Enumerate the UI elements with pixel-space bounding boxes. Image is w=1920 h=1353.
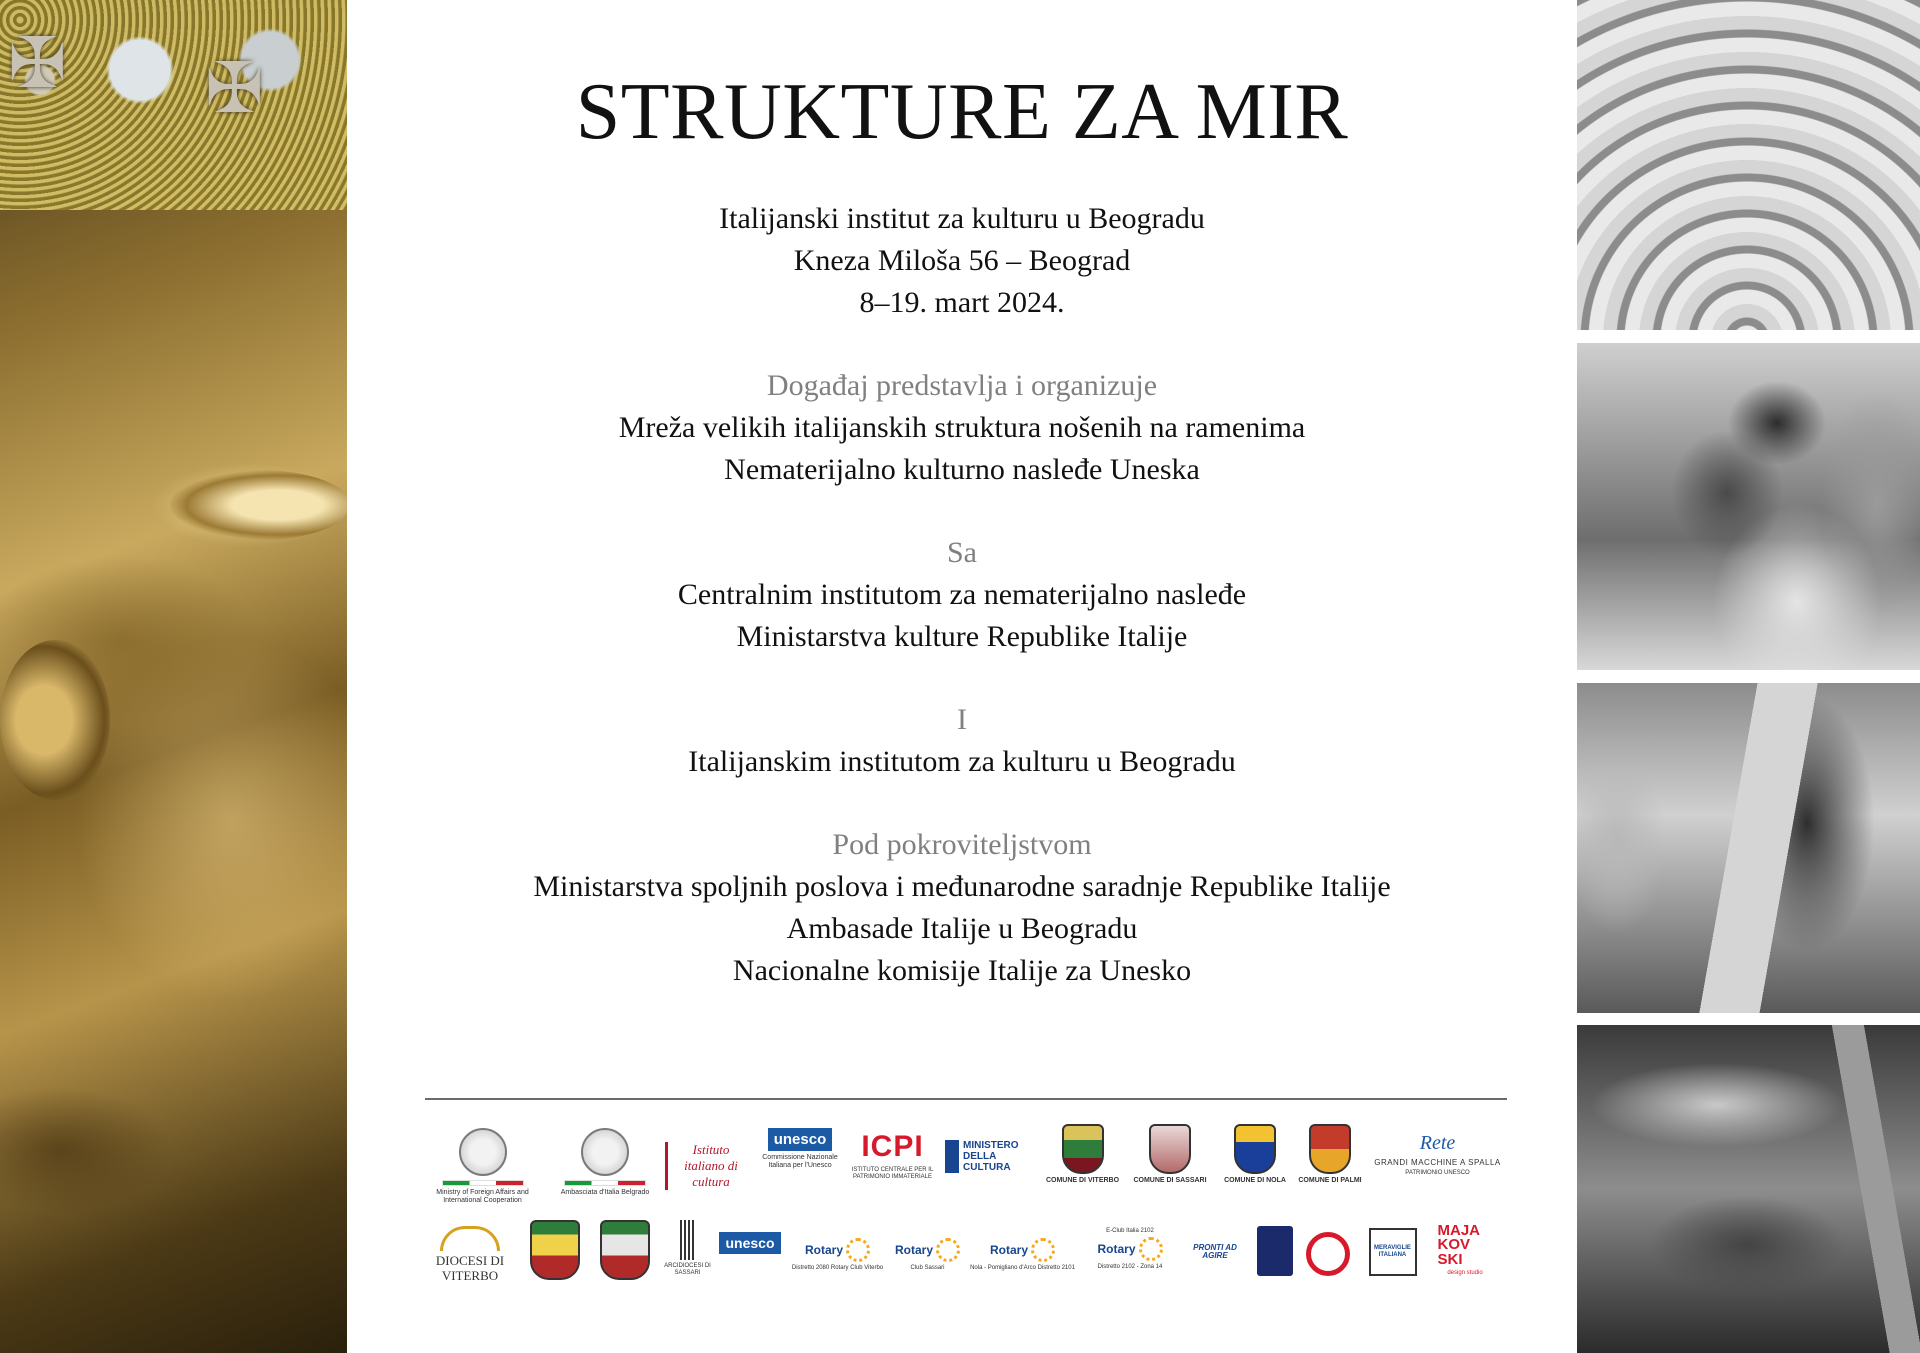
ministero-cultura-logo: MINISTERO DELLA CULTURA [945, 1140, 1035, 1173]
event-dates: 8–19. mart 2024. [859, 286, 1065, 319]
and-heading: I [957, 703, 967, 736]
iic-logo: Istituto italiano di cultura [665, 1142, 750, 1190]
patronage-line-2: Ambasade Italije u Beogradu [786, 912, 1138, 945]
red-ring-icon [1306, 1232, 1350, 1276]
rotary-wheel-icon [1031, 1238, 1055, 1262]
poster-title: STRUKTURE ZA MIR [575, 68, 1349, 156]
with-line-1: Centralnim institutom za nematerijalno nasleđe [677, 578, 1247, 611]
red-circle-logo [1300, 1232, 1355, 1276]
comune-sassari-logo: COMUNE DI SASSARI [1130, 1124, 1210, 1185]
with-line-2: Ministarstva kulture Republike Italije [736, 620, 1188, 653]
face-eye-highlight [170, 470, 347, 540]
majakovski-logo: MAJA KOV SKI design studio [1437, 1222, 1483, 1276]
sassari-crest-icon [1149, 1124, 1191, 1174]
comune-viterbo-logo: COMUNE DI VITERBO [1045, 1124, 1120, 1185]
sponsor-logo-strip [425, 1120, 1507, 1310]
archbishop-coat-of-arms-icon [600, 1220, 650, 1280]
hand-on-pole-photo [1577, 1025, 1920, 1353]
unesco-commission-logo: unesco Commissione Nazionale Italiana per l'Unesco [761, 1128, 839, 1170]
rete-macchine-logo: Rete GRANDI MACCHINE A SPALLA PATRIMONIO UNESCO [1374, 1132, 1501, 1177]
blue-seal-logo [1255, 1226, 1295, 1276]
arcidiocesi-sassari-logo: ARCIDIOCESI DI SASSARI [660, 1220, 715, 1277]
palmi-crest-icon [1309, 1124, 1351, 1174]
diocesi-viterbo-logo: DIOCESI DI VITERBO [430, 1226, 510, 1284]
patronage-heading: Pod pokroviteljstvom [832, 828, 1092, 861]
patronage-line-3: Nacionalne komisije Italije za Unesko [732, 954, 1192, 987]
rotary-wheel-icon [846, 1238, 870, 1262]
venue-institute: Italijanski institut za kulturu u Beogradu [719, 202, 1205, 235]
comune-nola-logo: COMUNE DI NOLA [1220, 1124, 1290, 1185]
organizer-line-1: Mreža velikih italijanskih struktura nošenih na ramenima [618, 411, 1306, 444]
bishop-coat-of-arms-icon [530, 1220, 580, 1280]
italian-republic-emblem-icon [459, 1128, 507, 1176]
icpi-logo: ICPI ISTITUTO CENTRALE PER IL PATRIMONIO IMMATERIALE [851, 1130, 934, 1180]
nola-crest-icon [1234, 1124, 1276, 1174]
bishop-crest-logo [525, 1220, 585, 1280]
venue-address: Kneza Miloša 56 – Beograd [793, 244, 1131, 277]
ambasciata-logo: Ambasciata d'Italia Belgrado [555, 1128, 655, 1197]
archbishop-crest-logo [595, 1220, 655, 1280]
organizer-line-2: Nematerijalno kulturno nasleđe Uneska [724, 453, 1200, 486]
paper-figures-tower-photo [1577, 0, 1920, 330]
seal-icon [1257, 1226, 1293, 1276]
pronti-ad-agire-logo: PRONTI AD AGIRE [1193, 1243, 1237, 1260]
rotary-nola-logo: Rotary Nola - Pomigliano d'Arco Distretto 2101 [970, 1238, 1075, 1272]
rotary-sassari-logo: Rotary Club Sassari [890, 1238, 965, 1272]
face-nose-highlight [0, 640, 110, 800]
italian-flag-bar [442, 1180, 524, 1186]
organizer-heading: Događaj predstavlja i organizuje [766, 369, 1158, 402]
patronage-line-1: Ministarstva spoljnih poslova i međunarodne saradnje Republike Italije [533, 870, 1391, 903]
and-line-1: Italijanskim institutom za kulturu u Beogradu [688, 745, 1236, 778]
maeci-logo: Ministry of Foreign Affairs and International Cooperation [425, 1128, 540, 1205]
with-heading: Sa [947, 536, 977, 569]
comune-palmi-logo: COMUNE DI PALMI [1295, 1124, 1365, 1185]
rotary-wheel-icon [1139, 1237, 1163, 1261]
italian-republic-emblem-icon [581, 1128, 629, 1176]
viterbo-crest-icon [1062, 1124, 1104, 1174]
wooden-poles-carrying-photo [1577, 683, 1920, 1013]
meraviglie-logo: MERAVIGLIE ITALIANA [1365, 1228, 1420, 1276]
cross-ornament-icon: ✠ [205, 51, 264, 128]
italian-flag-bar [564, 1180, 646, 1186]
diocesi-arch-icon [440, 1226, 500, 1251]
carriers-lifting-photo [1577, 343, 1920, 670]
cross-ornament-icon: ✠ [8, 26, 67, 103]
divider-line [425, 1098, 1507, 1100]
photo-column [1577, 0, 1920, 1353]
unesco-clubs-logo: unesco [715, 1232, 785, 1254]
golden-face-photo [0, 0, 347, 1353]
cathedral-icon [680, 1220, 696, 1260]
rotary-viterbo-logo: Rotary Distretto 2080 Rotary Club Viterbo [790, 1238, 885, 1272]
rotary-wheel-icon [936, 1238, 960, 1262]
rotary-eclub-logo: E-Club Italia 2102 Rotary Distretto 2102 - Zona 14 [1097, 1228, 1163, 1270]
